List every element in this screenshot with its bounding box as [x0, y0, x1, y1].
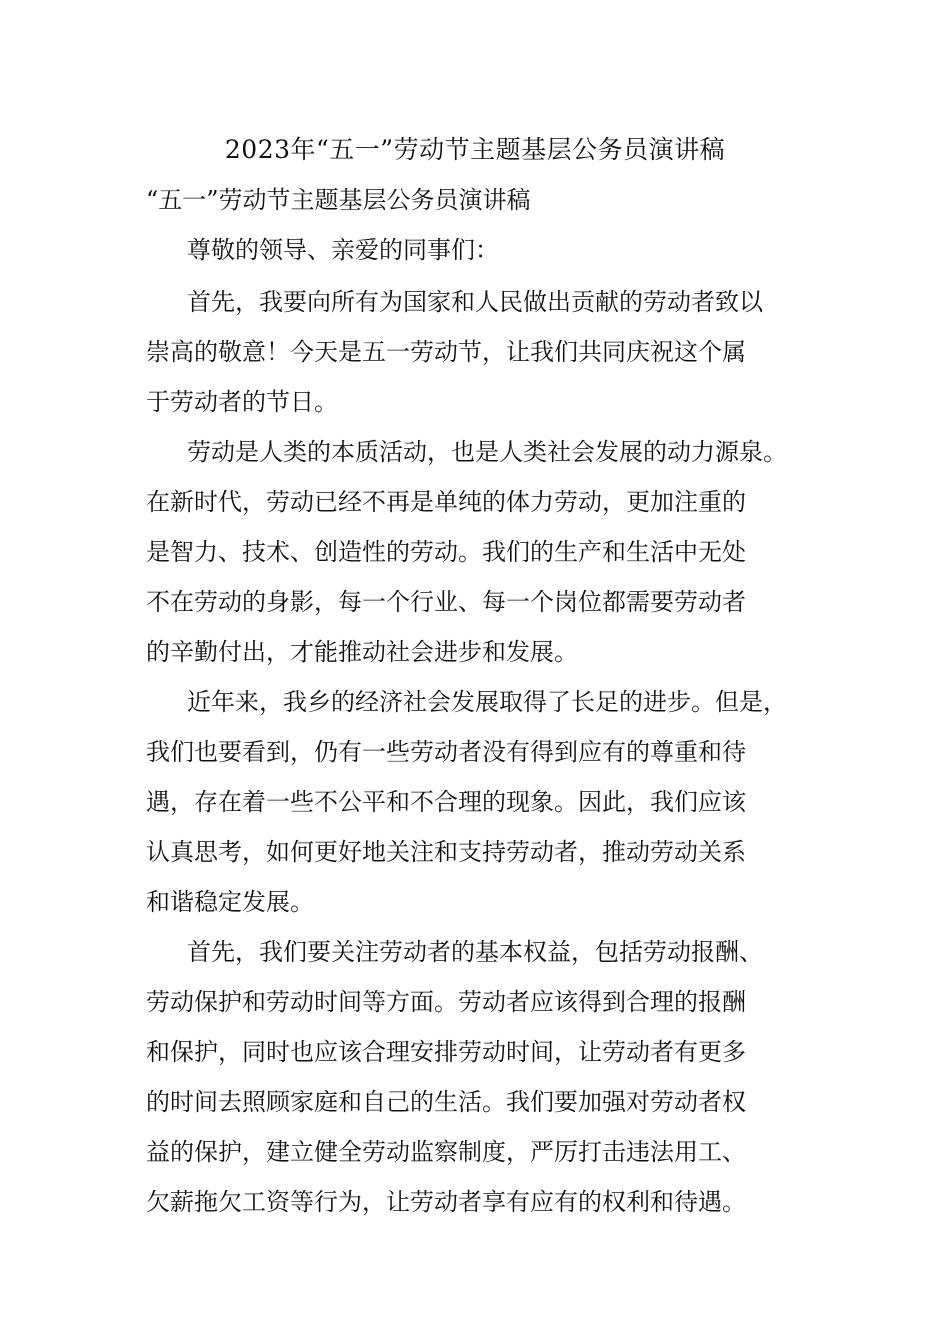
paragraph-line: 崇高的敬意！今天是五一劳动节，让我们共同庆祝这个属	[146, 338, 746, 366]
paragraph-line: 首先，我要向所有为国家和人民做出贡献的劳动者致以	[187, 288, 763, 316]
paragraph-line: 遇，存在着一些不公平和不合理的现象。因此，我们应该	[146, 788, 746, 816]
paragraph-line: 的时间去照顾家庭和自己的生活。我们要加强对劳动者权	[146, 1088, 746, 1116]
document-title: 2023年“五一”劳动节主题基层公务员演讲稿	[224, 135, 726, 164]
document-subtitle: “五一”劳动节主题基层公务员演讲稿	[146, 186, 531, 214]
paragraph-line: 近年来，我乡的经济社会发展取得了长足的进步。但是，	[187, 688, 787, 716]
paragraph-line: 我们也要看到，仍有一些劳动者没有得到应有的尊重和待	[146, 738, 746, 766]
paragraph-line: 首先，我们要关注劳动者的基本权益，包括劳动报酬、	[187, 938, 763, 966]
paragraph-line: 和保护，同时也应该合理安排劳动时间，让劳动者有更多	[146, 1038, 746, 1066]
paragraph-line: 的辛勤付出，才能推动社会进步和发展。	[146, 638, 578, 666]
paragraph-line: 劳动保护和劳动时间等方面。劳动者应该得到合理的报酬	[146, 988, 746, 1016]
paragraph-line: 是智力、技术、创造性的劳动。我们的生产和生活中无处	[146, 538, 746, 566]
paragraph-line: 和谐稳定发展。	[146, 888, 314, 916]
paragraph-line: 益的保护，建立健全劳动监察制度，严厉打击违法用工、	[146, 1138, 746, 1166]
salutation: 尊敬的领导、亲爱的同事们：	[187, 236, 499, 264]
paragraph-line: 于劳动者的节日。	[146, 388, 338, 416]
paragraph-line: 认真思考，如何更好地关注和支持劳动者，推动劳动关系	[146, 838, 746, 866]
paragraph-line: 劳动是人类的本质活动，也是人类社会发展的动力源泉。	[187, 438, 787, 466]
paragraph-line: 在新时代，劳动已经不再是单纯的体力劳动，更加注重的	[146, 488, 746, 516]
paragraph-line: 欠薪拖欠工资等行为，让劳动者享有应有的权利和待遇。	[146, 1188, 746, 1216]
paragraph-line: 不在劳动的身影，每一个行业、每一个岗位都需要劳动者	[146, 588, 746, 616]
